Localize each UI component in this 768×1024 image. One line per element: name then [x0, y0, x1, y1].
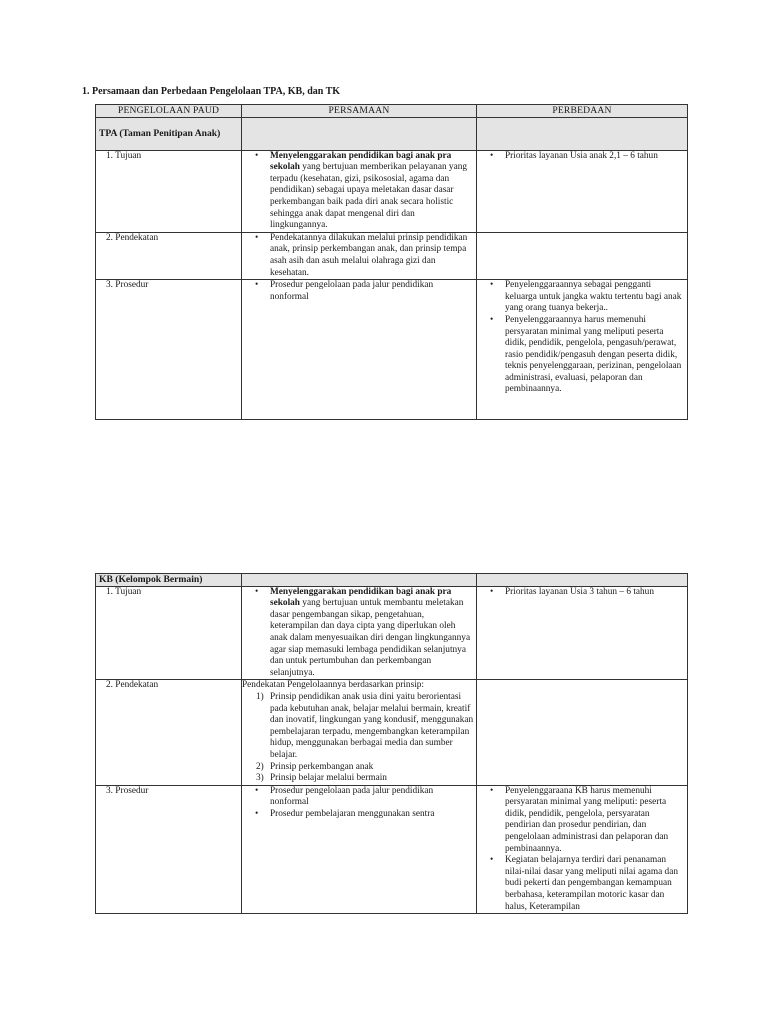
- header-pengelolaan: PENGELOLAAN PAUD: [96, 105, 242, 118]
- tpa-section-row: [96, 117, 688, 150]
- table-row: [96, 586, 688, 680]
- kb-tujuan-persamaan: [242, 586, 477, 680]
- kb-tujuan-perbedaan: [477, 586, 688, 680]
- list-item: 2) Prinsip perkembangan anak: [270, 762, 474, 774]
- header-perbedaan: PERBEDAAN: [477, 105, 688, 118]
- kb-table: [95, 573, 688, 914]
- kb-prosedur-perbedaan: [477, 785, 688, 914]
- kb-pendekatan-label: 2. Pendekatan: [96, 680, 242, 785]
- tpa-prosedur-persamaan: [242, 280, 477, 420]
- list-item: • Pendekatannya dilakukan melalui prinsip pendidikan anak, prinsip perkembangan anak, dan prinsip tempa asah asih dan asuh melalui olahraga gizi dan kesehatan.: [270, 233, 474, 279]
- tpa-tujuan-perbedaan: [477, 150, 688, 232]
- tpa-section-title: TPA (Taman Penitipan Anak): [96, 117, 242, 150]
- list-item: • Penyelenggaraana KB harus memenuhi persyaratan minimal yang meliputi: peserta didik, pendidik, pengelola, persyaratan pendirian dan prosedur pendirian, dan pengelolaan administrasi dan pelaporan dan pembinaannya.: [505, 786, 685, 856]
- tpa-table: [95, 104, 688, 420]
- table-row: [96, 680, 688, 785]
- list-item: • Penyelenggaraannya harus memenuhi persyaratan minimal yang meliputi peserta didik, pendidik, pengelola, pengasuh/perawat, rasio pendidik/pengasuh dengan peserta didik, teknis penyelenggaraan, perizinan, pengelolaan administrasi, evaluasi, pelaporan dan pembinaannya.: [505, 315, 685, 396]
- tpa-tujuan-persamaan: [242, 150, 477, 232]
- kb-tujuan-label: 1. Tujuan: [96, 586, 242, 680]
- tpa-prosedur-label: 3. Prosedur: [96, 280, 242, 420]
- kb-section-row: [96, 574, 688, 587]
- list-item: • Prosedur pengelolaan pada jalur pendidikan nonformal: [270, 786, 474, 809]
- kb-tujuan-text: yang bertujuan untuk membantu meletakan dasar pengembangan sikap, pengetahuan, keterampilan dan daya cipta yang diperlukan oleh anak dalam menyesuaikan diri dengan lingkungannya agar siap memasuki lembaga pendidikan selanjutnya dan untuk pertumbuhan dan perkembangan selanjutnya.: [270, 598, 471, 678]
- kb-section-title: KB (Kelompok Bermain): [96, 574, 242, 587]
- tpa-tujuan-text: yang bertujuan memberikan pelayanan yang terpadu (kesehatan, gizi, psikososial, agama dan pendidikan) sebagai upaya meletakan dasar dasar perkembangan baik pada diri anak secara holistic sehingga anak dapat mengenal diri dan lingkungannya.: [270, 162, 467, 231]
- kb-prosedur-persamaan: [242, 785, 477, 914]
- tpa-prosedur-perbedaan: [477, 280, 688, 420]
- list-item: 3) Prinsip belajar melalui bermain: [270, 773, 474, 785]
- table-row: [96, 232, 688, 279]
- list-item: • Prioritas layanan Usia anak 2,1 – 6 tahun: [505, 151, 685, 163]
- tpa-pendekatan-persamaan: [242, 232, 477, 279]
- list-item: • Kegiatan belajarnya terdiri dari penanaman nilai-nilai dasar yang meliputi nilai agama dan budi pekerti dan pengembangan kemampuan berbahasa, keterampilan motoric kasar dan halus, Keterampilan: [505, 855, 685, 913]
- list-item: 1) Prinsip pendidikan anak usia dini yaitu berorientasi pada kebutuhan anak, belajar melalui bermain, kreatif dan inovatif, lingkungan yang kondusif, menggunakan pembelajaran terpadu, mengembangkan keterampilan hidup, menggunakan berbagai media dan sumber belajar.: [270, 692, 474, 762]
- table-row: [96, 785, 688, 914]
- kb-pendekatan-intro: Pendekatan Pengelolaannya berdasarkan prinsip:: [242, 680, 425, 691]
- list-item: • Prioritas layanan Usia 3 tahun – 6 tahun: [505, 587, 685, 599]
- tpa-tujuan-label: 1. Tujuan: [96, 150, 242, 232]
- list-item: • Prosedur pembelajaran menggunakan sentra: [270, 809, 474, 821]
- table-row: [96, 150, 688, 232]
- kb-tujuan-bold: Menyelenggarakan pendidikan bagi anak pra sekolah: [270, 586, 452, 609]
- list-item: • Penyelenggaraannya sebagai pengganti keluarga untuk jangka waktu tertentu bagi anak yang orang tuanya bekerja..: [505, 280, 685, 315]
- list-item: • Prosedur pengelolaan pada jalur pendidikan nonformal: [270, 280, 474, 303]
- tpa-pendekatan-label: 2. Pendekatan: [96, 232, 242, 279]
- table-header-row: [96, 105, 688, 118]
- header-persamaan: PERSAMAAN: [242, 105, 477, 118]
- table-row: [96, 280, 688, 420]
- kb-pendekatan-persamaan: [242, 680, 477, 785]
- section-heading: 1. Persamaan dan Perbedaan Pengelolaan TPA, KB, dan TK: [82, 86, 341, 97]
- tpa-tujuan-bold: Menyelenggarakan pendidikan bagi anak pra sekolah: [270, 150, 452, 173]
- kb-prosedur-label: 3. Prosedur: [96, 785, 242, 914]
